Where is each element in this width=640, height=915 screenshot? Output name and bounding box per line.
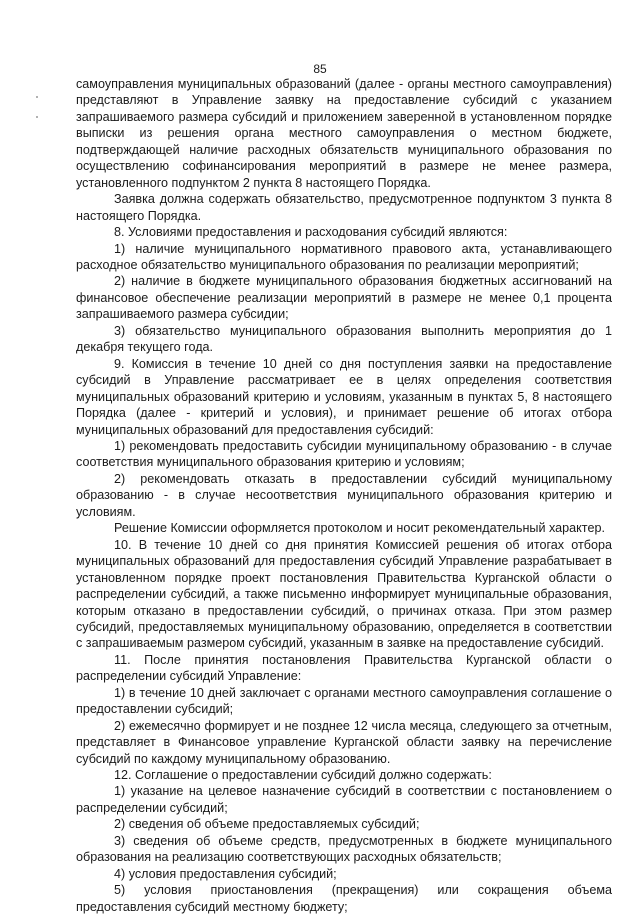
paragraph-continuation: самоуправления муниципальных образований (далее - органы местного самоуправления) представляют в Управление заявку на предоставление субсидий с указанием запрашиваемого размера субсидий и приложением заверенной в установленном порядке выписки из решения органа местного самоуправления о местном бюджете, подтверждающей наличие расходных обязательств муниципального образования по осуществлению софинансирования мероприятий в размере не менее размера, установленного подпунктом 2 пункта 8 настоящего Порядка.: [76, 77, 612, 190]
section-8-item-2: 2) наличие в бюджете муниципального образования бюджетных ассигнований на финансовое обеспечение реализации мероприятий в размере не менее 0,1 процента запрашиваемого размера субсидии;: [76, 274, 612, 322]
section-12-item-3: 3) сведения об объеме средств, предусмотренных в бюджете муниципального образования на реализацию соответствующих расходных обязательств;: [76, 833, 612, 865]
section-11-item-1: 1) в течение 10 дней заключает с органами местного самоуправления соглашение о предоставлении субсидий;: [76, 685, 612, 717]
section-8-heading: 8. Условиями предоставления и расходования субсидий являются:: [114, 225, 508, 240]
section-12-heading: 12. Соглашение о предоставлении субсидий должно содержать:: [114, 768, 492, 783]
section-9-item-2: 2) рекомендовать отказать в предоставлении субсидий муниципальному образованию - в случае несоответствия муниципального образования критерию и условиям.: [76, 471, 612, 519]
section-12-item-2: 2) сведения об объеме предоставляемых субсидий;: [114, 817, 420, 832]
section-11-heading: 11. После принятия постановления Правительства Курганской области о распределении субсидий Управление:: [76, 652, 612, 684]
section-12-item-1: 1) указание на целевое назначение субсидий в соответствии с постановлением о распределении субсидий;: [76, 784, 612, 815]
document-body: [76, 76, 612, 915]
paragraph-application-obligation: Заявка должна содержать обязательство, предусмотренное подпунктом 3 пункта 8 настоящего Порядка.: [76, 192, 612, 223]
section-12-item-4: 4) условия предоставления субсидий;: [114, 866, 337, 881]
section-9-heading: 9. Комиссия в течение 10 дней со дня поступления заявки на предоставление субсидий в Управление рассматривает ее в целях определения соответствия муниципальных образований критерию и условиям, указанным в пунктах 5, 8 настоящего Порядка (далее - критерий и условия), и принимает решение об итогах отбора муниципальных образований для предоставления субсидий:: [76, 356, 612, 437]
paragraph-commission-decision: Решение Комиссии оформляется протоколом и носит рекомендательный характер.: [114, 521, 605, 536]
section-9-item-1: 1) рекомендовать предоставить субсидии муниципальному образованию - в случае соответствия муниципального образования критерию и условиям;: [76, 438, 612, 470]
scan-speck: [36, 116, 38, 118]
scan-speck: [36, 96, 38, 98]
page-number: 85: [313, 62, 327, 76]
section-10: 10. В течение 10 дней со дня принятия Комиссией решения об итогах отбора муниципальных образований для предоставления субсидий Управление разрабатывает в установленном порядке проект постановления Правительства Курганской области о распределении субсидий, а также письменно информирует муниципальные образования, которым отказано в предоставлении субсидий, о причинах отказа. При этом размер субсидий, предоставляемых муниципальному образованию, определяется в соответствии с запрашиваемым размером субсидий, указанным в заявке на предоставление субсидий.: [76, 537, 612, 651]
section-8-item-1: 1) наличие муниципального нормативного правового акта, устанавливающего расходное обязательство муниципального образования по реализации мероприятий;: [76, 241, 612, 272]
section-12-item-5: 5) условия приостановления (прекращения) или сокращения объема предоставления субсидий местному бюджету;: [76, 883, 612, 914]
section-8-item-3: 3) обязательство муниципального образования выполнить мероприятия до 1 декабря текущего года.: [76, 323, 612, 355]
section-11-item-2: 2) ежемесячно формирует и не позднее 12 числа месяца, следующего за отчетным, представляет в Финансовое управление Курганской области заявку на перечисление субсидий по каждому муниципальному образованию.: [76, 718, 612, 766]
